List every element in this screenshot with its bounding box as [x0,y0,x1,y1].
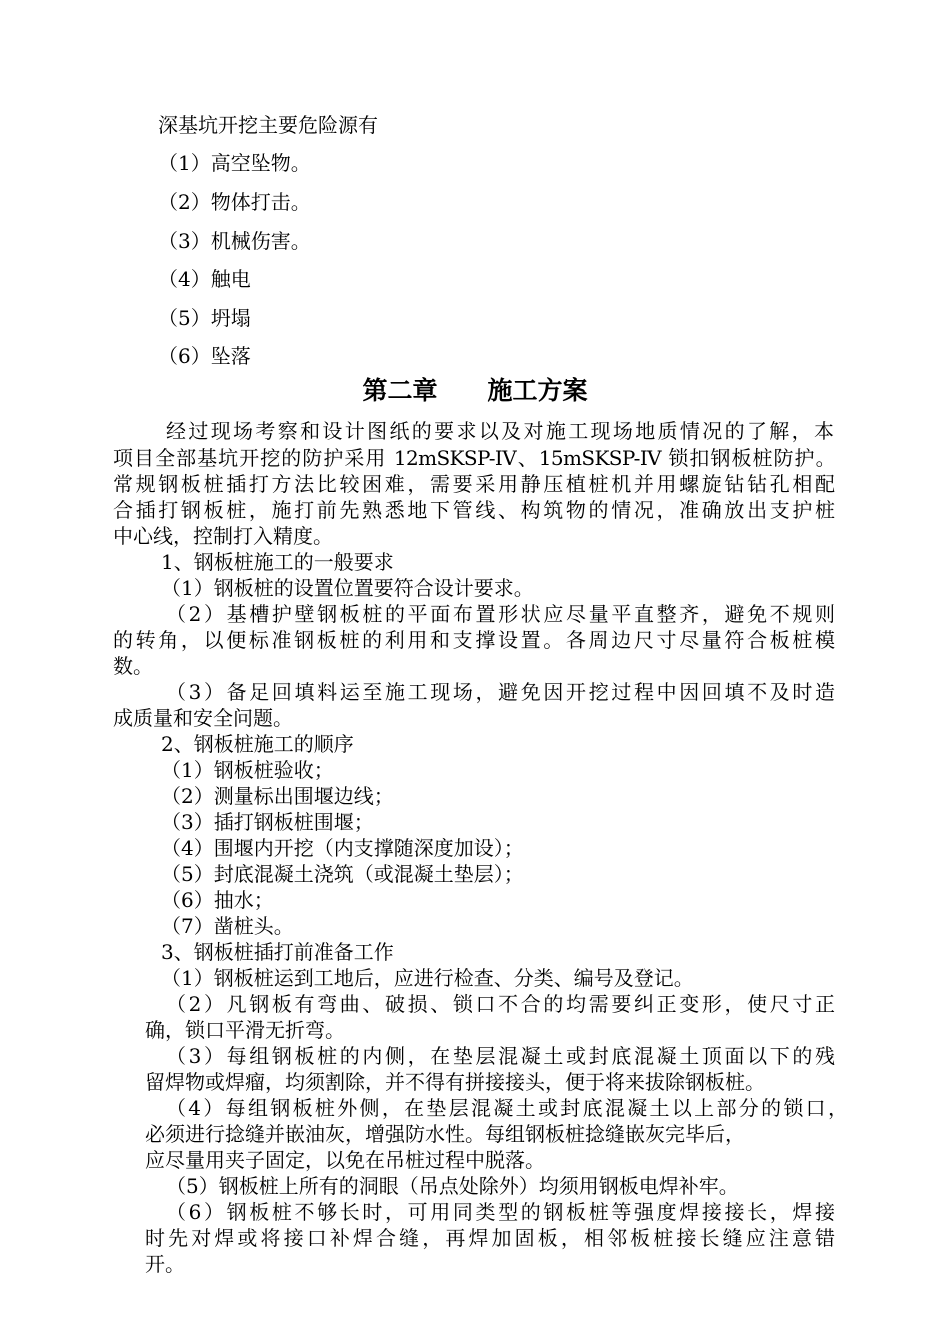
list-item: （2）凡钢板有弯曲、破损、锁口不合的均需要纠正变形，使尺寸正 [166,992,835,1016]
list-item: （6）钢板桩不够长时，可用同类型的钢板桩等强度焊接接长，焊接 [166,1200,835,1224]
list-item: （3）插打钢板桩围堰； [161,810,374,834]
section-heading: 3、钢板桩插打前准备工作 [161,940,394,964]
list-item: （2）基槽护壁钢板桩的平面布置形状应尽量平直整齐，避免不规则 [166,602,835,626]
hazard-item: （6）坠落 [158,344,251,368]
list-item: （4）每组钢板桩外侧，在垫层混凝土或封底混凝土以上部分的锁口， [166,1096,848,1120]
paragraph-line: 合插打钢板桩，施打前先熟悉地下管线、构筑物的情况，准确放出支护桩 [113,498,835,522]
list-item: （6）抽水； [161,888,274,912]
hazard-item: （5）坍塌 [158,306,251,330]
list-item: （3）每组钢板桩的内侧，在垫层混凝土或封底混凝土顶面以下的残 [166,1044,835,1068]
hazard-item: （4）触电 [158,267,251,291]
hazard-item: （1）高空坠物。 [158,151,311,175]
list-item-continuation: 应尽量用夹子固定，以免在吊桩过程中脱落。 [145,1148,545,1172]
list-item-continuation: 数。 [113,654,153,678]
list-item-continuation: 确，锁口平滑无折弯。 [145,1018,345,1042]
list-item: （5）钢板桩上所有的洞眼（吊点处除外）均须用钢板电焊补牢。 [166,1174,739,1198]
section-heading: 2、钢板桩施工的顺序 [161,732,354,756]
list-item-continuation: 成质量和安全问题。 [113,706,293,730]
list-item: （1）钢板桩验收； [161,758,334,782]
list-item: （5）封底混凝土浇筑（或混凝土垫层）； [161,862,524,886]
list-item: （1）钢板桩运到工地后，应进行检查、分类、编号及登记。 [161,966,694,990]
list-item: （1）钢板桩的设置位置要符合设计要求。 [161,576,534,600]
hazards-heading: 深基坑开挖主要危险源有 [158,113,378,137]
list-item-continuation: 的转角，以便标准钢板桩的利用和支撑设置。各周边尺寸尽量符合板桩模 [113,628,835,652]
hazard-item: （3）机械伤害。 [158,229,311,253]
list-item: （3）备足回填料运至施工现场，避免因开挖过程中因回填不及时造 [166,680,835,704]
paragraph-line: 中心线，控制打入精度。 [113,524,333,548]
list-item: （2）测量标出围堰边线； [161,784,394,808]
chapter-title: 第二章 施工方案 [362,376,588,405]
section-heading: 1、钢板桩施工的一般要求 [161,550,394,574]
paragraph-line: 经过现场考察和设计图纸的要求以及对施工现场地质情况的了解，本 [166,419,834,443]
paragraph-line: 常规钢板桩插打方法比较困难，需要采用静压植桩机并用螺旋钻钻孔相配 [113,472,835,496]
list-item-continuation: 开。 [145,1252,185,1276]
list-item-continuation: 必须进行捻缝并嵌油灰，增强防水性。每组钢板桩捻缝嵌灰完毕后， [145,1122,745,1146]
list-item: （4）围堰内开挖（内支撑随深度加设）； [161,836,524,860]
paragraph-line: 项目全部基坑开挖的防护采用 12mSKSP-IV、15mSKSP-IV 锁扣钢板桩防护。 [113,446,835,470]
list-item: （7）凿桩头。 [161,914,294,938]
list-item-continuation: 留焊物或焊瘤，均须割除，并不得有拼接接头，便于将来拔除钢板桩。 [145,1070,765,1094]
list-item-continuation: 时先对焊或将接口补焊合缝，再焊加固板，相邻板桩接长缝应注意错 [145,1226,835,1250]
hazard-item: （2）物体打击。 [158,190,311,214]
